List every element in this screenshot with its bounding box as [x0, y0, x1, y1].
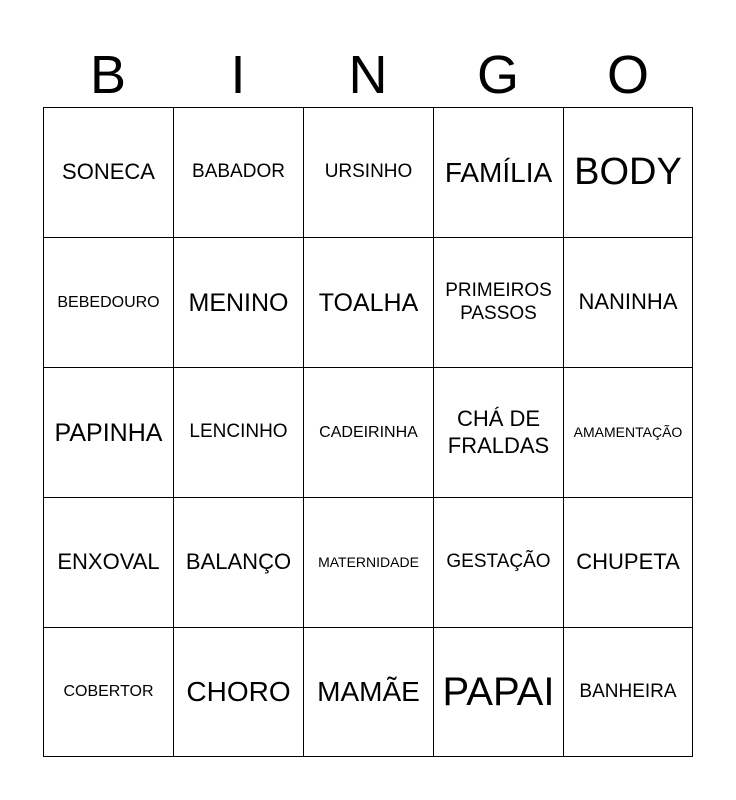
bingo-cell: ENXOVAL	[43, 497, 173, 627]
bingo-cell: BODY	[563, 107, 693, 237]
header-letter-i: I	[230, 45, 246, 105]
bingo-cell: TOALHA	[303, 237, 433, 367]
header-letter-o: O	[606, 45, 649, 105]
bingo-cell: PAPINHA	[43, 367, 173, 497]
bingo-cell: BANHEIRA	[563, 627, 693, 757]
header-letter-g: G	[476, 45, 519, 105]
bingo-cell: CHÁ DE FRALDAS	[433, 367, 563, 497]
header-letter-b: B	[89, 45, 127, 105]
bingo-cell: AMAMENTAÇÃO	[563, 367, 693, 497]
bingo-cell: CHUPETA	[563, 497, 693, 627]
bingo-cell: GESTAÇÃO	[433, 497, 563, 627]
header-letter-n: N	[348, 45, 388, 105]
bingo-cell: LENCINHO	[173, 367, 303, 497]
bingo-cell: MATERNIDADE	[303, 497, 433, 627]
bingo-cell: COBERTOR	[43, 627, 173, 757]
bingo-cell: CHORO	[173, 627, 303, 757]
bingo-cell: PAPAI	[433, 627, 563, 757]
bingo-cell: MENINO	[173, 237, 303, 367]
bingo-cell: URSINHO	[303, 107, 433, 237]
bingo-cell: BABADOR	[173, 107, 303, 237]
bingo-cell: NANINHA	[563, 237, 693, 367]
bingo-cell: PRIMEIROS PASSOS	[433, 237, 563, 367]
bingo-cell: BALANÇO	[173, 497, 303, 627]
bingo-grid	[43, 107, 693, 757]
bingo-cell: CADEIRINHA	[303, 367, 433, 497]
bingo-header	[43, 42, 693, 108]
bingo-cell: SONECA	[43, 107, 173, 237]
bingo-cell: FAMÍLIA	[433, 107, 563, 237]
bingo-cell: MAMÃE	[303, 627, 433, 757]
bingo-cell: BEBEDOURO	[43, 237, 173, 367]
